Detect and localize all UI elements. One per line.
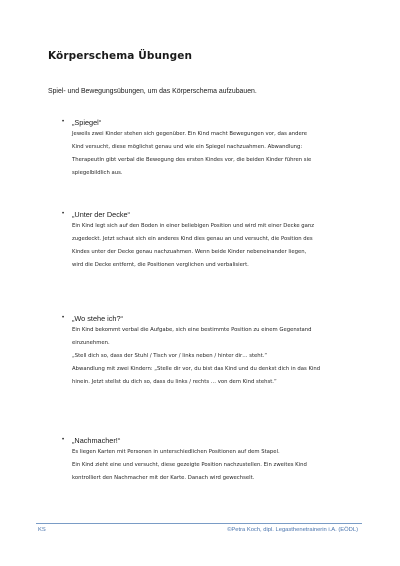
exercise-description-line: hinein. Jetzt stellst du dich so, dass du links / rechts … von dem Kind stehst.“ xyxy=(72,379,277,386)
exercise-description-line: Abwandlung mit zwei Kindern: „Stelle dir vor, du bist das Kind und du denkst dich in das Kind xyxy=(72,366,321,373)
exercise-description-line: wird die Decke entfernt, die Positionen verglichen und verbalisiert. xyxy=(72,262,249,269)
intro-text: Spiel- und Bewegungsübungen, um das Körperschema aufzubauen. xyxy=(48,88,257,95)
footer-copyright: ©Petra Koch, dipl. Legasthenetrainerin i.A. (EÖDL) xyxy=(227,527,358,533)
exercise-heading: „Nachmacher!“ xyxy=(72,436,121,445)
exercise-description-line: kontrolliert den Nachmacher mit der Karte. Danach wird gewechselt. xyxy=(72,474,255,481)
exercise-heading: „Unter der Decke“ xyxy=(72,210,130,219)
exercise-description-line: Ein Kind legt sich auf den Boden in einer beliebigen Position und wird mit einer Decke ganz xyxy=(72,222,315,229)
exercise-description-line: spiegelbildlich aus. xyxy=(72,170,123,177)
exercise-description-line: Kindes unter der Decke genau nachzuahmen. Wenn beide Kinder nebeneinander liegen, xyxy=(72,248,307,255)
exercise-description-line: zugedeckt. Jetzt schaut sich ein anderes Kind dies genau an und versucht, die Position des xyxy=(72,235,313,242)
exercise-description-line: Kind versucht, diese möglichst genau und wie ein Spiegel nachzuahmen. Abwandlung: xyxy=(72,143,303,150)
exercise-description-line: Jeweils zwei Kinder stehen sich gegenüber. Ein Kind macht Bewegungen vor, das andere xyxy=(72,130,308,137)
exercise-description-line: „Stell dich so, dass der Stuhl / Tisch vor / links neben / hinter dir… steht.“ xyxy=(72,352,268,359)
page-title: Körperschema Übungen xyxy=(48,50,193,62)
exercise-heading: „Spiegel“ xyxy=(72,118,102,127)
bullet-icon: • xyxy=(62,119,65,125)
bullet-icon: • xyxy=(62,437,65,443)
exercise-description-line: Ein Kind bekommt verbal die Aufgabe, sich eine bestimmte Position zu einem Gegenstand xyxy=(72,326,312,333)
footer-divider xyxy=(36,523,362,524)
bullet-icon: • xyxy=(62,211,65,217)
footer-initials: KS xyxy=(38,527,46,533)
exercise-heading: „Wo stehe ich?“ xyxy=(72,314,123,323)
exercise-description-line: Ein Kind zieht eine und versucht, diese gezeigte Position nachzustellen. Ein zweites Kind xyxy=(72,461,307,468)
bullet-icon: • xyxy=(62,315,65,321)
exercise-description-line: einzunehmen. xyxy=(72,339,110,346)
exercise-description-line: Es liegen Karten mit Personen in unterschiedlichen Positionen auf dem Stapel. xyxy=(72,448,280,455)
exercise-description-line: TherapeutIn gibt verbal die Bewegung des ersten Kindes vor, die beiden Kinder führen sie xyxy=(72,156,312,163)
